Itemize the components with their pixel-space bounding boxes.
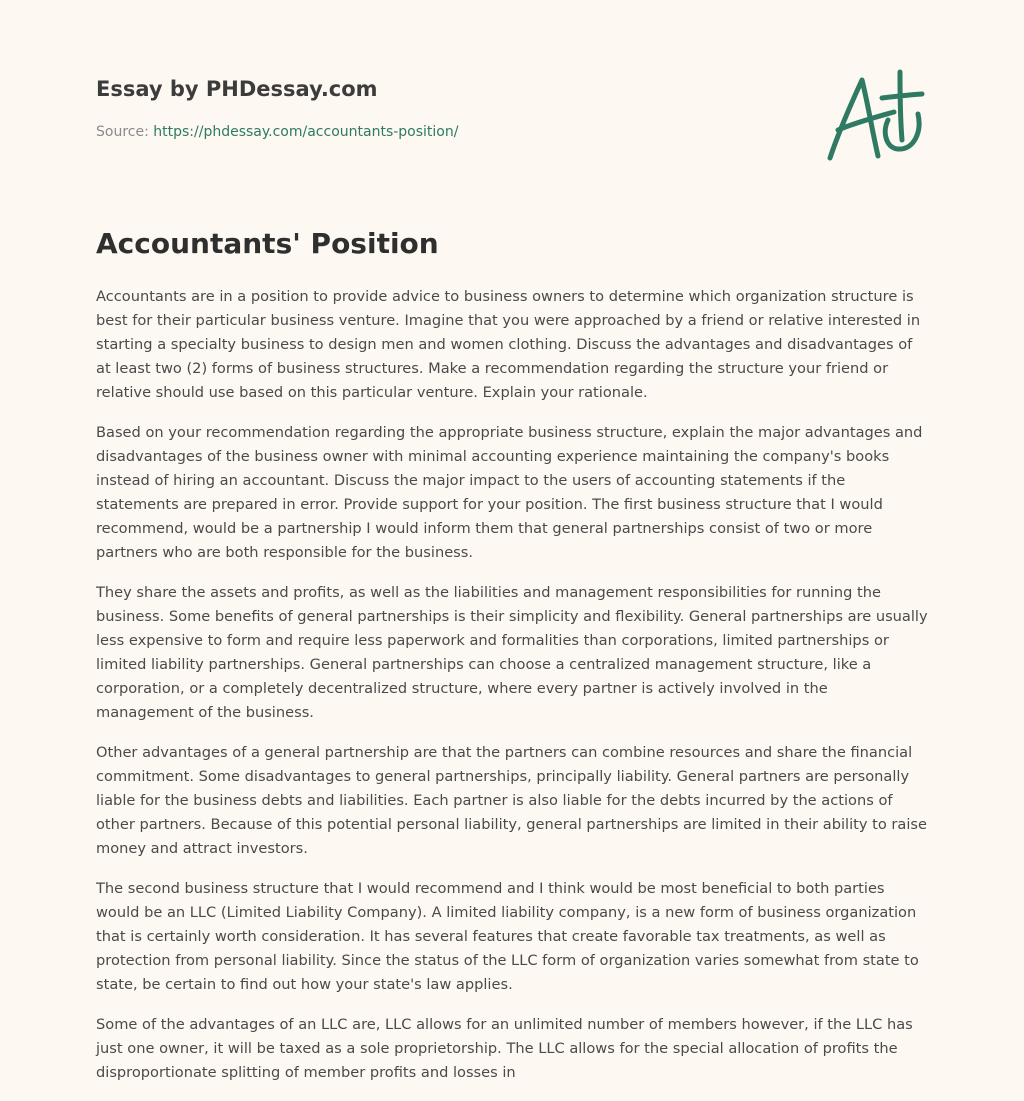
essay-paragraph: Accountants are in a position to provide advice to business owners to determine which organization structure is best for their particular business venture. Imagine that you were approached by a friend or relative interested in starting a specialty business to design men and women clothing. Discuss the advantages and disadvantages of at least two (2) forms of business structures. Make a recommendation regarding the structure your friend or relative should use based on this particular venture. Explain your rationale. (96, 288, 921, 401)
source-line (96, 124, 458, 140)
essay-paragraph: Other advantages of a general partnership are that the partners can combine resources and share the financial commitment. Some disadvantages to general partnerships, principally liability. General partners are personally liable for the business debts and liabilities. Each partner is also liable for the debts incurred by the actions of other partners. Because of this potential personal liability, general partnerships are limited in their ability to raise money and attract investors. (96, 744, 928, 857)
essay-paragraph: The second business structure that I would recommend and I think would be most beneficial to both parties would be an LLC (Limited Liability Company). A limited liability company, is a new form of business organization that is certainly worth consideration. It has several features that create favorable tax treatments, as well as protection from personal liability. Since the status of the LLC form of organization varies somewhat from state to state, be certain to find out how your state's law applies. (96, 880, 919, 993)
a-plus-grade-icon (822, 68, 928, 164)
page-header (96, 74, 928, 140)
essay-title: Accountants' Position (96, 227, 439, 260)
site-title: Essay by PHDessay.com (96, 77, 378, 101)
essay-body (96, 285, 930, 1101)
source-label: Source: (96, 124, 149, 140)
essay-paragraph: Some of the advantages of an LLC are, LLC allows for an unlimited number of members however, if the LLC has just one owner, it will be taxed as a sole proprietorship. The LLC allows for the special allocation of profits the disproportionate splitting of member profits and losses in (96, 1016, 913, 1081)
essay-paragraph: They share the assets and profits, as well as the liabilities and management responsibilities for running the business. Some benefits of general partnerships is their simplicity and flexibility. General partnerships are usually less expensive to form and require less paperwork and formalities than corporations, limited partnerships or limited liability partnerships. General partnerships can choose a centralized management structure, like a corporation, or a completely decentralized structure, where every partner is actively involved in the management of the business. (96, 584, 928, 721)
source-link[interactable]: https://phdessay.com/accountants-position/ (153, 124, 459, 140)
essay-paragraph: Based on your recommendation regarding the appropriate business structure, explain the major advantages and disadvantages of the business owner with minimal accounting experience maintaining the company's books instead of hiring an accountant. Discuss the major impact to the users of accounting statements if the statements are prepared in error. Provide support for your position. The first business structure that I would recommend, would be a partnership I would inform them that general partnerships consist of two or more partners who are both responsible for the business. (96, 424, 923, 561)
